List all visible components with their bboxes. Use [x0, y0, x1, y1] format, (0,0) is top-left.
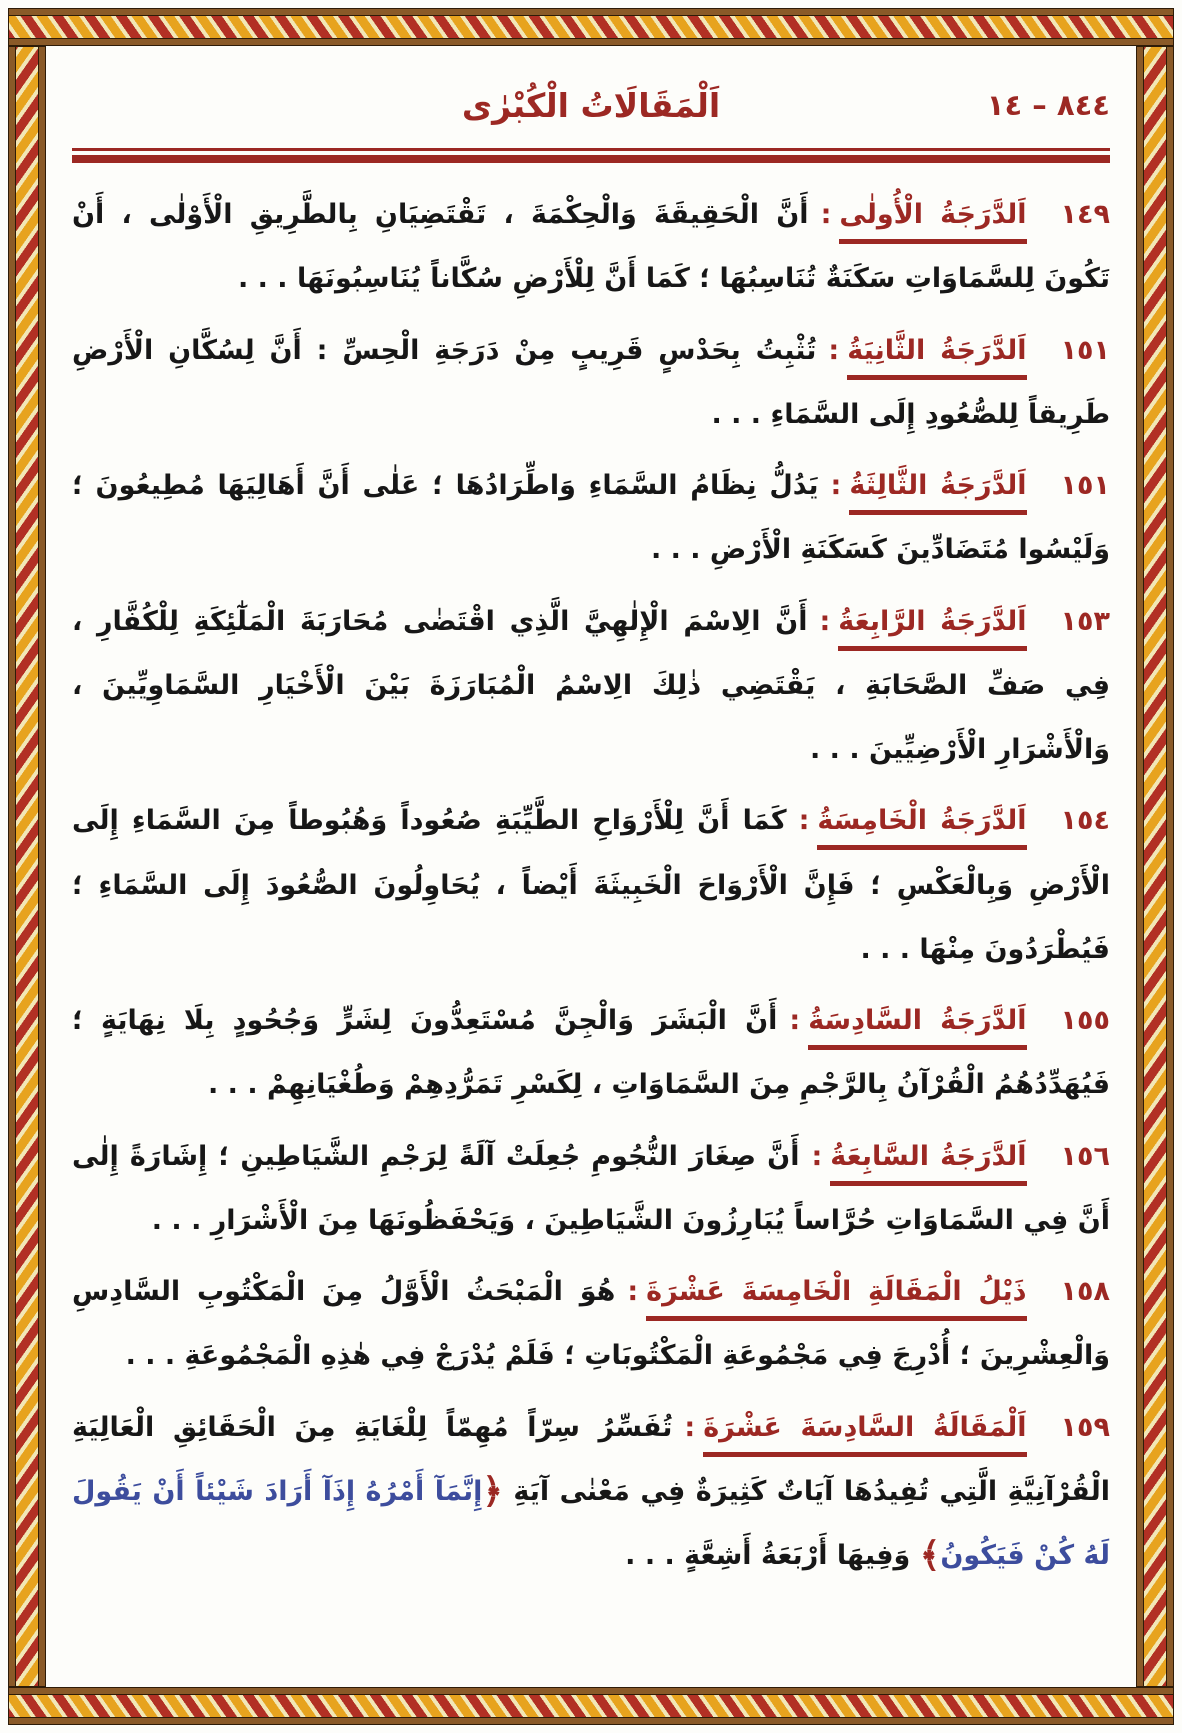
heading-colon: : — [811, 1140, 823, 1172]
heading-colon: : — [819, 605, 831, 637]
paragraph-heading: اَلدَّرَجَةُ السَّابِعَةُ — [830, 1141, 1026, 1186]
divider-thin-line — [72, 148, 1110, 151]
paragraph-heading: اَلدَّرَجَةُ الثَّالِثَةُ — [849, 470, 1026, 515]
paragraph-heading: اَلدَّرَجَةُ السَّادِسَةُ — [808, 1005, 1026, 1050]
paragraph-number: ١٥٨ — [1060, 1276, 1110, 1307]
heading-colon: : — [798, 805, 810, 837]
body-text: كَمَا أَنَّ لِلْأَرْوَاحِ الطَّيِّبَةِ صُعُوداً وَهُبُوطاً مِنَ السَّمَاءِ إِلَى الْأَرْضِ وَبِالْعَكْسِ ؛ فَإِنَّ الْأَرْوَاحَ الْخَبِيثَةَ أَيْضاً ، يُحَاوِلُونَ الصُّعُودَ إِلَى السَّمَاءِ ؛ فَيُطْرَدُونَ مِنْهَا . . . — [72, 805, 1110, 965]
divider-thick-line — [72, 155, 1110, 163]
paragraph — [72, 590, 1110, 783]
paragraph-number: ١٥١ — [1060, 334, 1111, 366]
heading-colon: : — [820, 199, 832, 230]
heading-colon: : — [684, 1411, 696, 1443]
body-text: أَنَّ صِغَارَ النُّجُومِ جُعِلَتْ آلَةً لِرَجْمِ الشَّيَاطِينِ ؛ إِشَارَةً إِلٰى أَنَّ فِي السَّمَاوَاتِ حُرَّاساً يُبَارِزُونَ الشَّيَاطِينَ ، وَيَحْفَظُونَهَا مِنَ الْأَشْرَارِ . . . — [72, 1140, 1110, 1236]
paragraph — [72, 454, 1110, 583]
ornamental-border-bottom — [8, 1687, 1174, 1725]
body-text: تُثْبِتُ بِحَدْسٍ قَرِيبٍ مِنْ دَرَجَةِ الْحِسِّ : أَنَّ لِسُكَّانِ الْأَرْضِ طَرِيقاً لِلصُّعُودِ إِلَى السَّمَاءِ . . . — [72, 334, 1110, 430]
paragraph-number: ١٥٣ — [1060, 605, 1110, 637]
ornamental-border-top — [8, 8, 1174, 46]
heading-colon: : — [789, 1005, 801, 1036]
paragraph-number: ١٥٥ — [1060, 1005, 1110, 1036]
paragraph — [72, 789, 1110, 982]
body-text: تُفَسِّرُ سِرّاً مُهِمّاً لِلْغَايَةِ مِنَ الْحَقَائِقِ الْعَالِيَةِ الْقُرْآنِيَّةِ الَّتِي تُفِيدُهَا آيَاتٌ كَثِيرَةٌ فِي مَعْنٰى آيَةِ — [72, 1411, 1110, 1507]
paragraph — [72, 1125, 1110, 1254]
paragraph-number: ١٥١ — [1060, 470, 1110, 501]
paragraph — [72, 1396, 1110, 1589]
paragraph-heading: ذَيْلُ الْمَقَالَةِ الْخَامِسَةَ عَشْرَةَ — [646, 1276, 1026, 1321]
paragraph-number: ١٤٩ — [1060, 199, 1110, 230]
body-text: أَنَّ الْبَشَرَ وَالْجِنَّ مُسْتَعِدُّونَ لِشَرٍّ وَجُحُودٍ بِلَا نِهَايَةٍ ؛ فَيُهَدِّدُهُمُ الْقُرْآنُ بِالرَّجْمِ مِنَ السَّمَاوَاتِ ، لِكَسْرِ تَمَرُّدِهِمْ وَطُغْيَانِهِمْ . . . — [72, 1005, 1110, 1101]
page-content — [56, 56, 1126, 1677]
paragraph-number: ١٥٤ — [1060, 805, 1110, 837]
ornamental-border-right — [1136, 46, 1174, 1687]
quran-verse: إِنَّمَآ أَمْرُهُ إِذَآ أَرَادَ شَيْئاً أَنْ يَقُولَ لَهُ كُنْ فَيَكُونُ — [72, 1475, 1110, 1571]
paragraph-heading: اَلدَّرَجَةُ الرَّابِعَةُ — [838, 606, 1026, 651]
paragraph-number: ١٥٦ — [1060, 1140, 1110, 1172]
paragraph — [72, 1260, 1110, 1389]
body-text: وَفِيهَا أَرْبَعَةُ أَشِعَّةٍ . . . — [625, 1540, 920, 1571]
header-divider — [72, 148, 1110, 163]
page-header — [72, 86, 1110, 138]
body-text: يَدُلُّ نِظَامُ السَّمَاءِ وَاطِّرَادُهَا ؛ عَلٰى أَنَّ أَهَالِيَهَا مُطِيعُونَ ؛ وَلَيْسُوا مُتَضَادِّينَ كَسَكَنَةِ الْأَرْضِ . . . — [72, 470, 1110, 566]
paragraph-heading: اَلْمَقَالَةُ السَّادِسَةَ عَشْرَةَ — [703, 1412, 1026, 1457]
quran-bracket-ornament: ﴿ — [482, 1470, 503, 1512]
quran-bracket-ornament: ﴾ — [919, 1534, 941, 1576]
page-number: ٨٤٤ – ١٤ — [986, 88, 1110, 122]
heading-colon: : — [830, 470, 842, 501]
paragraph-number: ١٥٩ — [1060, 1411, 1110, 1443]
page-title: اَلْمَقَالَاتُ الْكُبْرٰى — [461, 86, 721, 125]
body-text: أَنَّ الْحَقِيقَةَ وَالْحِكْمَةَ ، تَقْتَضِيَانِ بِالطَّرِيقِ الْأَوْلٰى ، أَنْ تَكُونَ لِلسَّمَاوَاتِ سَكَنَةٌ تُنَاسِبُهَا ؛ كَمَا أَنَّ لِلْأَرْضِ سُكَّاناً يُنَاسِبُونَهَا . . . — [72, 199, 1110, 295]
paragraph-heading: اَلدَّرَجَةُ الثَّانِيَةُ — [847, 335, 1026, 380]
paragraph-list — [72, 183, 1110, 1588]
ornamental-border-left — [8, 46, 46, 1687]
paragraph-heading: اَلدَّرَجَةُ الْخَامِسَةُ — [817, 805, 1026, 850]
body-text: هُوَ الْمَبْحَثُ الْأَوَّلُ مِنَ الْمَكْتُوبِ السَّادِسِ وَالْعِشْرِينَ ؛ أُدْرِجَ فِي مَجْمُوعَةِ الْمَكْتُوبَاتِ ؛ فَلَمْ يُدْرَجْ فِي هٰذِهِ الْمَجْمُوعَةِ . . . — [72, 1276, 1110, 1372]
paragraph-heading: اَلدَّرَجَةُ الْأُولٰى — [839, 199, 1026, 244]
heading-colon: : — [828, 334, 840, 366]
paragraph — [72, 319, 1110, 448]
paragraph — [72, 183, 1110, 312]
body-text: أَنَّ الِاسْمَ الْإِلٰهِيَّ الَّذِي اقْتَضٰى مُحَارَبَةَ الْمَلٰٓئِكَةِ لِلْكُفَّارِ ، فِي صَفِّ الصَّحَابَةِ ، يَقْتَضِي ذٰلِكَ الِاسْمُ الْمُبَارَزَةَ بَيْنَ الْأَخْيَارِ السَّمَاوِيِّينَ ، وَالْأَشْرَارِ الْأَرْضِيِّينَ . . . — [72, 605, 1110, 765]
paragraph — [72, 989, 1110, 1118]
heading-colon: : — [627, 1276, 639, 1307]
